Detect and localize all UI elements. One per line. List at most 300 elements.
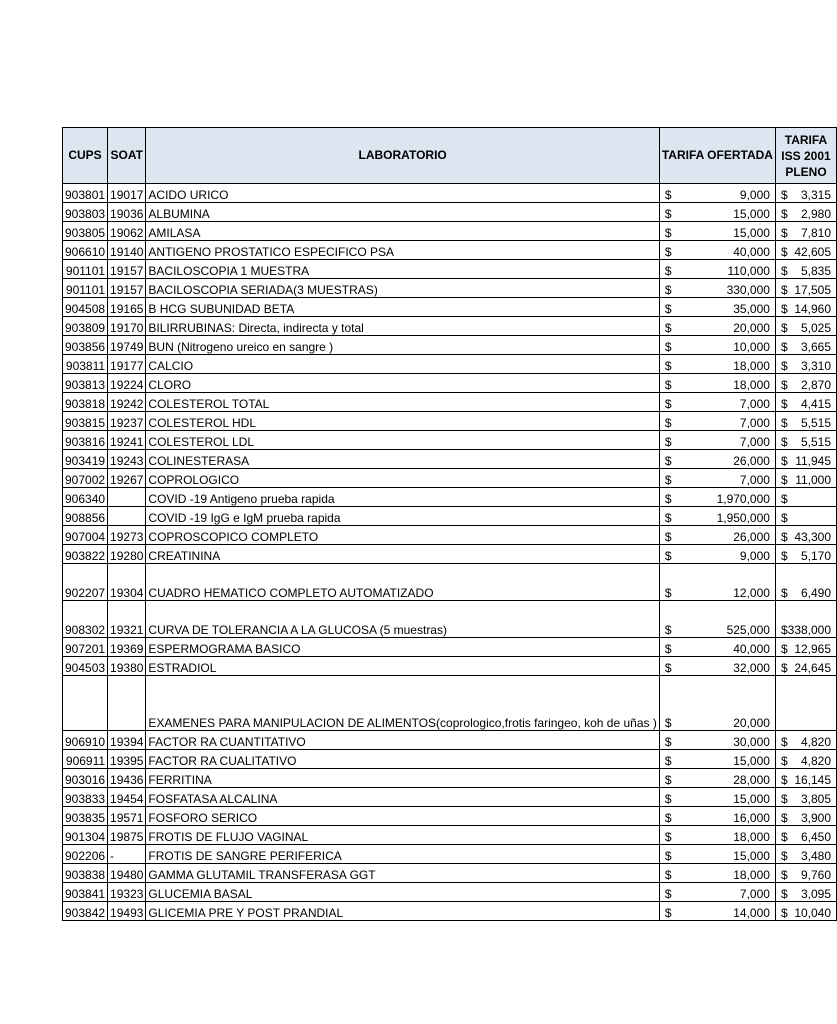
soat-cell: 19749 bbox=[108, 336, 146, 355]
table-row bbox=[63, 260, 837, 279]
tarifa-ofertada-cell bbox=[659, 769, 775, 788]
table-row bbox=[63, 845, 837, 864]
cups-cell: 906910 bbox=[63, 731, 108, 750]
cups-cell: 903856 bbox=[63, 336, 108, 355]
tarifa-ofertada-cell bbox=[659, 298, 775, 317]
tarifa-ofertada-value: 18,000 bbox=[733, 359, 770, 373]
currency-symbol: $ bbox=[780, 811, 788, 825]
currency-symbol: $ bbox=[780, 530, 788, 544]
tarifa-ofertada-value: 30,000 bbox=[733, 735, 770, 749]
header-row bbox=[63, 128, 837, 184]
tarifa-iss-cell bbox=[775, 864, 836, 883]
tarifa-iss-cell bbox=[775, 450, 836, 469]
soat-cell: 19267 bbox=[108, 469, 146, 488]
currency-symbol: $ bbox=[664, 340, 672, 354]
tarifa-iss-value: 6,450 bbox=[801, 830, 832, 844]
tarifa-ofertada-value: 20,000 bbox=[733, 321, 770, 335]
laboratorio-cell: COLESTEROL HDL bbox=[146, 412, 659, 431]
laboratorio-cell: BACILOSCOPIA 1 MUESTRA bbox=[146, 260, 659, 279]
soat-cell: 19157 bbox=[108, 279, 146, 298]
tarifa-iss-value: 2,870 bbox=[801, 378, 832, 392]
currency-symbol: $ bbox=[664, 716, 672, 730]
soat-cell: 19454 bbox=[108, 788, 146, 807]
currency-symbol: $ bbox=[780, 340, 788, 354]
tarifa-ofertada-value: 35,000 bbox=[733, 302, 770, 316]
cups-cell: 901101 bbox=[63, 279, 108, 298]
tarifa-ofertada-cell bbox=[659, 450, 775, 469]
tarifa-iss-cell bbox=[775, 298, 836, 317]
currency-symbol: $ bbox=[780, 868, 788, 882]
table-row bbox=[63, 431, 837, 450]
soat-cell: 19224 bbox=[108, 374, 146, 393]
currency-symbol: $ bbox=[780, 511, 788, 525]
soat-cell: 19304 bbox=[108, 564, 146, 601]
tarifa-iss-cell bbox=[775, 902, 836, 921]
currency-symbol: $ bbox=[780, 416, 788, 430]
currency-symbol: $ bbox=[664, 473, 672, 487]
currency-symbol: $ bbox=[780, 473, 788, 487]
tarifa-ofertada-cell bbox=[659, 638, 775, 657]
tarifa-iss-cell bbox=[775, 545, 836, 564]
currency-symbol: $ bbox=[664, 378, 672, 392]
currency-symbol: $ bbox=[780, 735, 788, 749]
laboratorio-cell: BUN (Nitrogeno ureico en sangre ) bbox=[146, 336, 659, 355]
currency-symbol: $ bbox=[664, 207, 672, 221]
soat-cell bbox=[108, 507, 146, 526]
table-row bbox=[63, 657, 837, 676]
tarifa-ofertada-cell bbox=[659, 412, 775, 431]
tarifa-ofertada-value: 1,970,000 bbox=[716, 492, 770, 506]
tarifa-iss-cell bbox=[775, 184, 836, 203]
tarifa-ofertada-cell bbox=[659, 393, 775, 412]
tarifa-iss-cell bbox=[775, 203, 836, 222]
soat-cell: 19062 bbox=[108, 222, 146, 241]
soat-cell: 19036 bbox=[108, 203, 146, 222]
soat-cell: 19571 bbox=[108, 807, 146, 826]
tarifa-iss-cell bbox=[775, 769, 836, 788]
table-row bbox=[63, 507, 837, 526]
table-row bbox=[63, 279, 837, 298]
cups-cell: 907201 bbox=[63, 638, 108, 657]
currency-symbol: $ bbox=[780, 302, 788, 316]
table-row bbox=[63, 469, 837, 488]
table-row bbox=[63, 298, 837, 317]
table-row bbox=[63, 545, 837, 564]
laboratorio-cell: FERRITINA bbox=[146, 769, 659, 788]
tarifa-ofertada-value: 16,000 bbox=[733, 811, 770, 825]
currency-symbol: $ bbox=[780, 642, 788, 656]
table-row bbox=[63, 355, 837, 374]
tarifa-iss-value: 2,980 bbox=[801, 207, 832, 221]
laboratorio-cell: ALBUMINA bbox=[146, 203, 659, 222]
tarifa-iss-value: 42,605 bbox=[794, 245, 832, 259]
currency-symbol: $ bbox=[664, 226, 672, 240]
soat-cell: 19875 bbox=[108, 826, 146, 845]
currency-symbol: $ bbox=[780, 830, 788, 844]
tarifa-iss-cell bbox=[775, 355, 836, 374]
currency-symbol: $ bbox=[664, 245, 672, 259]
table-row bbox=[63, 807, 837, 826]
laboratorio-cell: COLESTEROL LDL bbox=[146, 431, 659, 450]
tarifa-ofertada-value: 15,000 bbox=[733, 207, 770, 221]
tarifa-ofertada-cell bbox=[659, 241, 775, 260]
tarifa-iss-cell bbox=[775, 431, 836, 450]
currency-symbol: $ bbox=[780, 586, 788, 600]
soat-cell: 19395 bbox=[108, 750, 146, 769]
soat-cell: 19017 bbox=[108, 184, 146, 203]
tarifa-iss-value: 17,505 bbox=[794, 283, 832, 297]
laboratorio-cell: CREATININA bbox=[146, 545, 659, 564]
currency-symbol: $ bbox=[780, 623, 788, 637]
cups-cell: 903803 bbox=[63, 203, 108, 222]
tarifa-iss-cell bbox=[775, 393, 836, 412]
cups-cell: 903842 bbox=[63, 902, 108, 921]
tarifa-iss-cell bbox=[775, 526, 836, 545]
tarifa-iss-cell bbox=[775, 222, 836, 241]
soat-cell: - bbox=[108, 845, 146, 864]
tarifa-ofertada-cell bbox=[659, 564, 775, 601]
tarifa-iss-value: 3,315 bbox=[801, 188, 832, 202]
laboratorio-cell: CURVA DE TOLERANCIA A LA GLUCOSA (5 muestras) bbox=[146, 601, 659, 638]
tarifa-iss-value: 12,965 bbox=[794, 642, 832, 656]
table-row bbox=[63, 222, 837, 241]
tarifa-ofertada-value: 9,000 bbox=[739, 188, 770, 202]
tarifa-ofertada-value: 28,000 bbox=[733, 773, 770, 787]
soat-cell: 19323 bbox=[108, 883, 146, 902]
currency-symbol: $ bbox=[780, 492, 788, 506]
currency-symbol: $ bbox=[780, 887, 788, 901]
cups-cell: 903811 bbox=[63, 355, 108, 374]
laboratorio-cell: ESTRADIOL bbox=[146, 657, 659, 676]
tarifa-iss-cell bbox=[775, 374, 836, 393]
cups-cell: 906911 bbox=[63, 750, 108, 769]
soat-cell: 19177 bbox=[108, 355, 146, 374]
table-row bbox=[63, 393, 837, 412]
currency-symbol: $ bbox=[780, 906, 788, 920]
tarifa-ofertada-value: 9,000 bbox=[739, 549, 770, 563]
tarifa-ofertada-cell bbox=[659, 526, 775, 545]
cups-cell bbox=[63, 676, 108, 731]
tarifa-ofertada-value: 7,000 bbox=[739, 435, 770, 449]
tarifa-ofertada-cell bbox=[659, 336, 775, 355]
soat-cell: 19394 bbox=[108, 731, 146, 750]
currency-symbol: $ bbox=[664, 773, 672, 787]
currency-symbol: $ bbox=[780, 283, 788, 297]
table-row bbox=[63, 731, 837, 750]
tarifa-iss-value: 3,805 bbox=[801, 792, 832, 806]
currency-symbol: $ bbox=[664, 849, 672, 863]
tarifa-ofertada-value: 15,000 bbox=[733, 849, 770, 863]
tarifa-ofertada-cell bbox=[659, 507, 775, 526]
table-row bbox=[63, 769, 837, 788]
tarifa-iss-value: 5,170 bbox=[801, 549, 832, 563]
tarifa-ofertada-value: 7,000 bbox=[739, 416, 770, 430]
table-row bbox=[63, 450, 837, 469]
table-row bbox=[63, 374, 837, 393]
cups-cell: 903818 bbox=[63, 393, 108, 412]
currency-symbol: $ bbox=[664, 586, 672, 600]
table-body bbox=[63, 184, 837, 921]
laboratorio-cell: ESPERMOGRAMA BASICO bbox=[146, 638, 659, 657]
laboratorio-cell: COLINESTERASA bbox=[146, 450, 659, 469]
soat-cell: 19242 bbox=[108, 393, 146, 412]
tarifa-iss-value: 5,835 bbox=[801, 264, 832, 278]
laboratorio-cell: CUADRO HEMATICO COMPLETO AUTOMATIZADO bbox=[146, 564, 659, 601]
soat-cell: 19321 bbox=[108, 601, 146, 638]
soat-cell: 19237 bbox=[108, 412, 146, 431]
tarifa-ofertada-value: 12,000 bbox=[733, 586, 770, 600]
currency-symbol: $ bbox=[664, 830, 672, 844]
soat-cell bbox=[108, 488, 146, 507]
cups-cell: 901101 bbox=[63, 260, 108, 279]
cups-cell: 903815 bbox=[63, 412, 108, 431]
tarifa-iss-value: 3,310 bbox=[801, 359, 832, 373]
table-row bbox=[63, 902, 837, 921]
tarifa-iss-cell bbox=[775, 826, 836, 845]
tarifa-iss-cell bbox=[775, 638, 836, 657]
currency-symbol: $ bbox=[664, 887, 672, 901]
cups-cell: 903822 bbox=[63, 545, 108, 564]
cups-cell: 903816 bbox=[63, 431, 108, 450]
currency-symbol: $ bbox=[664, 397, 672, 411]
cups-cell: 901304 bbox=[63, 826, 108, 845]
tarifa-iss-value: 43,300 bbox=[794, 530, 832, 544]
tarifa-iss-value: 338,000 bbox=[787, 623, 832, 637]
tarifa-ofertada-cell bbox=[659, 601, 775, 638]
laboratorio-cell: GLUCEMIA BASAL bbox=[146, 883, 659, 902]
soat-cell: 19273 bbox=[108, 526, 146, 545]
table-row bbox=[63, 750, 837, 769]
soat-cell: 19140 bbox=[108, 241, 146, 260]
tarifa-ofertada-value: 15,000 bbox=[733, 754, 770, 768]
table-row bbox=[63, 488, 837, 507]
cups-cell: 902206 bbox=[63, 845, 108, 864]
laboratorio-cell: FACTOR RA CUANTITATIVO bbox=[146, 731, 659, 750]
header-laboratorio: LABORATORIO bbox=[146, 128, 659, 184]
soat-cell: 19170 bbox=[108, 317, 146, 336]
tarifa-iss-value: 4,820 bbox=[801, 735, 832, 749]
soat-cell: 19157 bbox=[108, 260, 146, 279]
soat-cell: 19369 bbox=[108, 638, 146, 657]
currency-symbol: $ bbox=[780, 226, 788, 240]
tarifa-iss-value: 3,665 bbox=[801, 340, 832, 354]
table-row bbox=[63, 526, 837, 545]
tarifa-ofertada-cell bbox=[659, 731, 775, 750]
tarifa-iss-cell bbox=[775, 676, 836, 731]
currency-symbol: $ bbox=[664, 623, 672, 637]
currency-symbol: $ bbox=[780, 264, 788, 278]
tarifa-ofertada-value: 15,000 bbox=[733, 792, 770, 806]
currency-symbol: $ bbox=[780, 773, 788, 787]
tarifa-iss-cell bbox=[775, 507, 836, 526]
tarifa-ofertada-cell bbox=[659, 902, 775, 921]
cups-cell: 902207 bbox=[63, 564, 108, 601]
cups-cell: 903805 bbox=[63, 222, 108, 241]
tarifa-iss-cell bbox=[775, 336, 836, 355]
currency-symbol: $ bbox=[664, 435, 672, 449]
currency-symbol: $ bbox=[780, 245, 788, 259]
tarifa-iss-value: 3,095 bbox=[801, 887, 832, 901]
tarifa-ofertada-value: 15,000 bbox=[733, 226, 770, 240]
soat-cell: 19436 bbox=[108, 769, 146, 788]
currency-symbol: $ bbox=[780, 754, 788, 768]
cups-cell: 903835 bbox=[63, 807, 108, 826]
tarifa-iss-cell bbox=[775, 883, 836, 902]
laboratorio-cell: COPROSCOPICO COMPLETO bbox=[146, 526, 659, 545]
tarifa-iss-value: 5,025 bbox=[801, 321, 832, 335]
tarifa-ofertada-cell bbox=[659, 355, 775, 374]
tarifa-ofertada-cell bbox=[659, 788, 775, 807]
tarifa-iss-cell bbox=[775, 845, 836, 864]
laboratorio-cell: BILIRRUBINAS: Directa, indirecta y total bbox=[146, 317, 659, 336]
laboratorio-cell: GLICEMIA PRE Y POST PRANDIAL bbox=[146, 902, 659, 921]
currency-symbol: $ bbox=[780, 397, 788, 411]
laboratorio-cell: ACIDO URICO bbox=[146, 184, 659, 203]
tarifa-ofertada-cell bbox=[659, 260, 775, 279]
currency-symbol: $ bbox=[664, 530, 672, 544]
tarifa-iss-value: 7,810 bbox=[801, 226, 832, 240]
tarifa-ofertada-value: 40,000 bbox=[733, 642, 770, 656]
tarifa-iss-cell bbox=[775, 750, 836, 769]
tarifa-ofertada-value: 32,000 bbox=[733, 661, 770, 675]
tarifa-ofertada-value: 14,000 bbox=[733, 906, 770, 920]
currency-symbol: $ bbox=[664, 359, 672, 373]
currency-symbol: $ bbox=[664, 321, 672, 335]
laboratorio-cell: EXAMENES PARA MANIPULACION DE ALIMENTOS(coprologico,frotis faringeo, koh de uñas ) bbox=[146, 676, 659, 731]
cups-cell: 903841 bbox=[63, 883, 108, 902]
cups-cell: 903813 bbox=[63, 374, 108, 393]
tarifa-iss-cell bbox=[775, 469, 836, 488]
tarifa-ofertada-value: 7,000 bbox=[739, 397, 770, 411]
table-row bbox=[63, 788, 837, 807]
laboratorio-cell: B HCG SUBUNIDAD BETA bbox=[146, 298, 659, 317]
currency-symbol: $ bbox=[780, 207, 788, 221]
cups-cell: 903419 bbox=[63, 450, 108, 469]
tarifa-ofertada-cell bbox=[659, 545, 775, 564]
tarifa-ofertada-value: 1,950,000 bbox=[716, 511, 770, 525]
tarifa-ofertada-value: 18,000 bbox=[733, 378, 770, 392]
table-row bbox=[63, 241, 837, 260]
table-row bbox=[63, 826, 837, 845]
tarifa-iss-value: 9,760 bbox=[801, 868, 832, 882]
tarifa-ofertada-cell bbox=[659, 864, 775, 883]
tarifa-iss-cell bbox=[775, 279, 836, 298]
currency-symbol: $ bbox=[664, 492, 672, 506]
cups-cell: 907002 bbox=[63, 469, 108, 488]
tarifa-ofertada-value: 525,000 bbox=[726, 623, 770, 637]
table-row bbox=[63, 336, 837, 355]
tarifa-ofertada-cell bbox=[659, 488, 775, 507]
tarifa-iss-value: 10,040 bbox=[794, 906, 832, 920]
laboratorio-cell: COPROLOGICO bbox=[146, 469, 659, 488]
currency-symbol: $ bbox=[780, 454, 788, 468]
tarifa-iss-cell bbox=[775, 564, 836, 601]
currency-symbol: $ bbox=[664, 416, 672, 430]
table-row bbox=[63, 864, 837, 883]
tarifa-ofertada-value: 330,000 bbox=[726, 283, 770, 297]
soat-cell: 19380 bbox=[108, 657, 146, 676]
tarifa-iss-value: 4,415 bbox=[801, 397, 832, 411]
soat-cell: 19280 bbox=[108, 545, 146, 564]
tarifa-ofertada-cell bbox=[659, 431, 775, 450]
tarifa-iss-value: 5,515 bbox=[801, 416, 832, 430]
soat-cell: 19241 bbox=[108, 431, 146, 450]
soat-cell: 19165 bbox=[108, 298, 146, 317]
header-soat: SOAT bbox=[108, 128, 146, 184]
tarifa-ofertada-value: 7,000 bbox=[739, 887, 770, 901]
tarifa-iss-cell bbox=[775, 488, 836, 507]
table-row bbox=[63, 564, 837, 601]
table-row bbox=[63, 676, 837, 731]
tarifa-ofertada-value: 110,000 bbox=[727, 264, 770, 278]
currency-symbol: $ bbox=[664, 811, 672, 825]
tarifa-ofertada-cell bbox=[659, 807, 775, 826]
tarifa-iss-value: 24,645 bbox=[794, 661, 832, 675]
laboratorio-cell: ANTIGENO PROSTATICO ESPECIFICO PSA bbox=[146, 241, 659, 260]
tarifa-ofertada-cell bbox=[659, 883, 775, 902]
table-row bbox=[63, 601, 837, 638]
tarifa-iss-cell bbox=[775, 788, 836, 807]
currency-symbol: $ bbox=[664, 283, 672, 297]
laboratorio-cell: FACTOR RA CUALITATIVO bbox=[146, 750, 659, 769]
tarifa-ofertada-cell bbox=[659, 676, 775, 731]
cups-cell: 903016 bbox=[63, 769, 108, 788]
currency-symbol: $ bbox=[780, 792, 788, 806]
price-table bbox=[62, 127, 837, 921]
tarifa-ofertada-cell bbox=[659, 469, 775, 488]
laboratorio-cell: AMILASA bbox=[146, 222, 659, 241]
tarifa-iss-value: 3,900 bbox=[801, 811, 832, 825]
tarifa-iss-value: 6,490 bbox=[801, 586, 832, 600]
table-row bbox=[63, 203, 837, 222]
tarifa-ofertada-cell bbox=[659, 826, 775, 845]
currency-symbol: $ bbox=[664, 754, 672, 768]
tarifa-ofertada-cell bbox=[659, 750, 775, 769]
cups-cell: 906610 bbox=[63, 241, 108, 260]
table-row bbox=[63, 638, 837, 657]
laboratorio-cell: FROTIS DE SANGRE PERIFERICA bbox=[146, 845, 659, 864]
tarifa-iss-cell bbox=[775, 412, 836, 431]
tarifa-ofertada-cell bbox=[659, 374, 775, 393]
currency-symbol: $ bbox=[664, 661, 672, 675]
soat-cell bbox=[108, 676, 146, 731]
laboratorio-cell: COVID -19 Antigeno prueba rapida bbox=[146, 488, 659, 507]
tarifa-iss-value: 3,480 bbox=[801, 849, 832, 863]
currency-symbol: $ bbox=[780, 321, 788, 335]
tarifa-iss-cell bbox=[775, 317, 836, 336]
cups-cell: 906340 bbox=[63, 488, 108, 507]
tarifa-iss-value: 16,145 bbox=[794, 773, 832, 787]
tarifa-ofertada-value: 18,000 bbox=[733, 868, 770, 882]
currency-symbol: $ bbox=[664, 454, 672, 468]
tarifa-ofertada-value: 7,000 bbox=[739, 473, 770, 487]
tarifa-iss-cell bbox=[775, 601, 836, 638]
tarifa-ofertada-value: 18,000 bbox=[733, 830, 770, 844]
tarifa-ofertada-value: 10,000 bbox=[733, 340, 770, 354]
laboratorio-cell: COVID -19 IgG e IgM prueba rapida bbox=[146, 507, 659, 526]
currency-symbol: $ bbox=[664, 735, 672, 749]
laboratorio-cell: CALCIO bbox=[146, 355, 659, 374]
header-tarifa-iss: TARIFA ISS 2001 PLENO bbox=[775, 128, 836, 184]
currency-symbol: $ bbox=[664, 642, 672, 656]
currency-symbol: $ bbox=[664, 906, 672, 920]
tarifa-ofertada-cell bbox=[659, 317, 775, 336]
cups-cell: 904503 bbox=[63, 657, 108, 676]
tarifa-iss-cell bbox=[775, 260, 836, 279]
tarifa-ofertada-cell bbox=[659, 279, 775, 298]
currency-symbol: $ bbox=[780, 188, 788, 202]
currency-symbol: $ bbox=[664, 264, 672, 278]
